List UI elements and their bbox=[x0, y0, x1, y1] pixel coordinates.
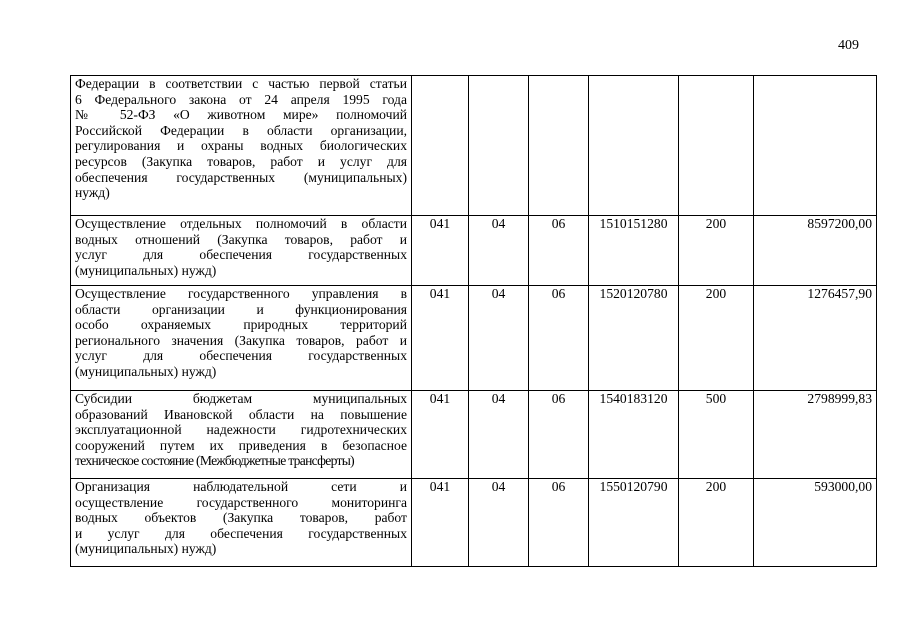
description-line: техническое состояние (Межбюджетные трансферты) bbox=[75, 453, 355, 469]
amount-value: 8597200,00 bbox=[754, 216, 877, 286]
description-line: нужд) bbox=[75, 185, 110, 201]
description-line: водных объектов (Закупка товаров, работ bbox=[75, 510, 407, 526]
description-line: Российской Федерации в области организации, bbox=[75, 122, 407, 138]
table-row bbox=[71, 76, 877, 216]
description-line: регионального значения (Закупка товаров, работ и bbox=[75, 332, 407, 348]
expense-type-code: 200 bbox=[679, 286, 754, 391]
target-article-code: 1510151280 bbox=[589, 216, 679, 286]
description-line: 6 Федерального закона от 24 апреля 1995 года bbox=[75, 91, 407, 107]
ministry-code: 041 bbox=[412, 391, 469, 479]
expense-type-code: 500 bbox=[679, 391, 754, 479]
target-article-code: 1540183120 bbox=[589, 391, 679, 479]
amount-value: 1276457,90 bbox=[754, 286, 877, 391]
description-line: особо охраняемых природных территорий bbox=[75, 317, 407, 333]
description-line: эксплуатационной надежности гидротехнических bbox=[75, 422, 407, 438]
description-line: области организации и функционирования bbox=[75, 301, 407, 317]
description-line: Осуществление государственного управления в bbox=[75, 286, 407, 301]
amount-value bbox=[754, 76, 877, 216]
row-description bbox=[71, 76, 412, 216]
expense-type-code: 200 bbox=[679, 216, 754, 286]
ministry-code: 041 bbox=[412, 286, 469, 391]
page-number: 409 bbox=[838, 38, 859, 53]
expense-type-code: 200 bbox=[679, 479, 754, 567]
row-description bbox=[71, 391, 412, 479]
amount-value: 593000,00 bbox=[754, 479, 877, 567]
budget-table bbox=[70, 75, 877, 567]
description-line: и услуг для обеспечения государственных bbox=[75, 525, 407, 541]
description-line: (муниципальных) нужд) bbox=[75, 541, 217, 557]
description-line: Осуществление отдельных полномочий в области bbox=[75, 216, 407, 231]
description-line: Федерации в соответствии с частью первой статьи bbox=[75, 76, 407, 91]
subsection-code: 06 bbox=[529, 391, 589, 479]
target-article-code bbox=[589, 76, 679, 216]
description-line: услуг для обеспечения государственных bbox=[75, 348, 407, 364]
row-description bbox=[71, 479, 412, 567]
table-row bbox=[71, 286, 877, 391]
table-row bbox=[71, 216, 877, 286]
amount-value: 2798999,83 bbox=[754, 391, 877, 479]
description-line: образований Ивановской области на повышение bbox=[75, 406, 407, 422]
row-description bbox=[71, 216, 412, 286]
expense-type-code bbox=[679, 76, 754, 216]
target-article-code: 1520120780 bbox=[589, 286, 679, 391]
subsection-code: 06 bbox=[529, 286, 589, 391]
section-code: 04 bbox=[469, 391, 529, 479]
description-line: Организация наблюдательной сети и bbox=[75, 479, 407, 494]
description-line: сооружений путем их приведения в безопасное bbox=[75, 437, 407, 453]
section-code: 04 bbox=[469, 286, 529, 391]
subsection-code: 06 bbox=[529, 479, 589, 567]
table-row bbox=[71, 479, 877, 567]
description-line: ресурсов (Закупка товаров, работ и услуг для bbox=[75, 153, 407, 169]
description-line: № 52-ФЗ «О животном мире» полномочий bbox=[75, 107, 407, 123]
description-line: обеспечения государственных (муниципальных) bbox=[75, 169, 407, 185]
table-body bbox=[71, 76, 877, 567]
description-line: услуг для обеспечения государственных bbox=[75, 247, 407, 263]
description-line: (муниципальных) нужд) bbox=[75, 262, 217, 278]
description-line: осуществление государственного мониторинга bbox=[75, 494, 407, 510]
row-description bbox=[71, 286, 412, 391]
section-code: 04 bbox=[469, 216, 529, 286]
description-line: (муниципальных) нужд) bbox=[75, 363, 217, 379]
ministry-code: 041 bbox=[412, 479, 469, 567]
description-line: Субсидии бюджетам муниципальных bbox=[75, 391, 407, 406]
table-row bbox=[71, 391, 877, 479]
subsection-code bbox=[529, 76, 589, 216]
ministry-code: 041 bbox=[412, 216, 469, 286]
subsection-code: 06 bbox=[529, 216, 589, 286]
target-article-code: 1550120790 bbox=[589, 479, 679, 567]
section-code bbox=[469, 76, 529, 216]
description-line: регулирования и охраны водных биологических bbox=[75, 138, 407, 154]
ministry-code bbox=[412, 76, 469, 216]
section-code: 04 bbox=[469, 479, 529, 567]
description-line: водных отношений (Закупка товаров, работ и bbox=[75, 231, 407, 247]
